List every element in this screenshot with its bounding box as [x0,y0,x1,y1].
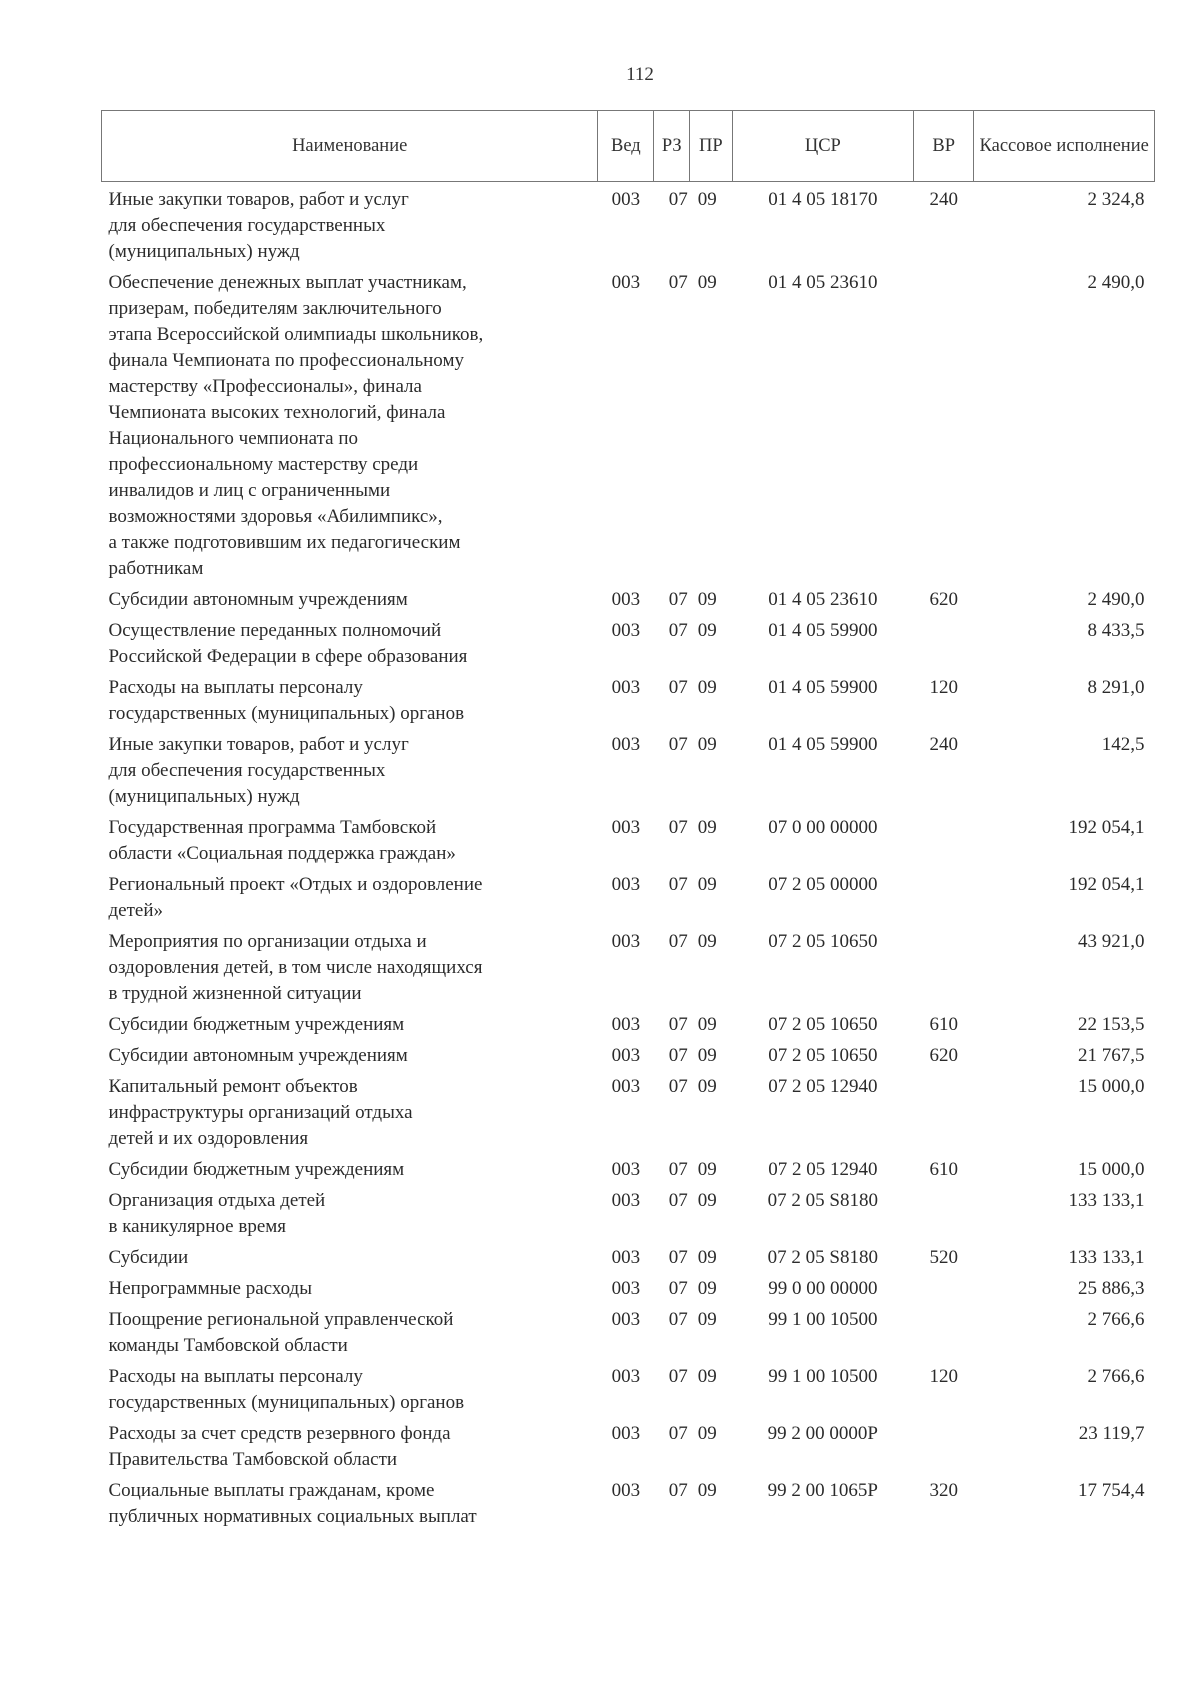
table-row [102,867,1155,924]
cell-rz: 07 [668,1159,688,1180]
header-csr: ЦСР [732,111,914,182]
cell-rz: 07 [668,817,688,838]
cell-rz: 07 [668,1366,688,1387]
table-row [102,1302,1155,1359]
table-row [102,613,1155,670]
cell-amount: 2 766,6 [1087,1309,1145,1330]
cell-vr [914,1183,974,1240]
cell-csr: 01 4 05 59900 [768,734,878,755]
cell-name: Непрограммные расходы [108,1278,312,1299]
cell-name: Расходы за счет средств резервного фонда Правительства Тамбовской области [108,1423,451,1470]
cell-name: Региональный проект «Отдых и оздоровление детей» [108,874,483,921]
cell-amount: 2 490,0 [1087,272,1145,293]
cell-csr: 99 2 00 0000Р [767,1423,878,1444]
table-row [102,582,1155,613]
table-row [102,1240,1155,1271]
cell-vr [914,1069,974,1152]
cell-rz: 07 [668,734,688,755]
cell-amount: 2 324,8 [1087,189,1145,210]
cell-rz: 07 [668,1045,688,1066]
cell-rz: 07 [668,589,688,610]
cell-ved: 003 [611,1309,641,1330]
cell-rz: 07 [668,1014,688,1035]
cell-csr: 01 4 05 18170 [768,189,878,210]
cell-vr: 520 [929,1247,958,1268]
cell-pr: 09 [697,1278,717,1299]
cell-name: Государственная программа Тамбовской области «Социальная поддержка граждан» [108,817,456,864]
header-rz: РЗ [654,111,690,182]
table-row [102,182,1155,266]
cell-csr: 07 2 05 S8180 [767,1247,878,1268]
cell-ved: 003 [611,1278,641,1299]
cell-pr: 09 [697,931,717,952]
cell-ved: 003 [611,1480,641,1501]
cell-amount: 2 490,0 [1087,589,1145,610]
cell-csr: 07 0 00 00000 [768,817,878,838]
cell-amount: 43 921,0 [1078,931,1145,952]
cell-ved: 003 [611,272,641,293]
cell-ved: 003 [611,1423,641,1444]
cell-name: Капитальный ремонт объектов инфраструктуры организаций отдыха детей и их оздоровления [108,1076,413,1149]
cell-pr: 09 [697,874,717,895]
cell-pr: 09 [697,1366,717,1387]
header-pr: ПР [690,111,732,182]
cell-pr: 09 [697,620,717,641]
cell-pr: 09 [697,817,717,838]
cell-rz: 07 [668,677,688,698]
cell-name: Расходы на выплаты персоналу государственных (муниципальных) органов [108,1366,465,1413]
cell-ved: 003 [611,1076,641,1097]
cell-vr [914,867,974,924]
table-row [102,1069,1155,1152]
cell-ved: 003 [611,1014,641,1035]
cell-name: Субсидии бюджетным учреждениям [108,1159,405,1180]
table-row [102,1152,1155,1183]
cell-ved: 003 [611,1159,641,1180]
cell-ved: 003 [611,1247,641,1268]
table-row [102,810,1155,867]
cell-csr: 01 4 05 23610 [768,272,878,293]
cell-vr: 120 [929,1366,958,1387]
cell-name: Социальные выплаты гражданам, кроме публичных нормативных социальных выплат [108,1480,477,1527]
header-vr: ВР [914,111,974,182]
cell-name: Субсидии автономным учреждениям [108,589,408,610]
cell-rz: 07 [668,1278,688,1299]
cell-name: Поощрение региональной управленческой команды Тамбовской области [108,1309,454,1356]
cell-csr: 99 1 00 10500 [768,1366,878,1387]
cell-csr: 99 1 00 10500 [768,1309,878,1330]
cell-csr: 07 2 05 10650 [768,1045,878,1066]
cell-pr: 09 [697,1045,717,1066]
cell-name: Осуществление переданных полномочий Российской Федерации в сфере образования [108,620,468,667]
cell-csr: 07 2 05 10650 [768,931,878,952]
cell-amount: 2 766,6 [1087,1366,1145,1387]
header-name: Наименование [102,111,598,182]
budget-execution-table [101,110,1155,1530]
cell-csr: 07 2 05 12940 [768,1076,878,1097]
table-row [102,1271,1155,1302]
cell-vr [914,924,974,1007]
cell-pr: 09 [697,589,717,610]
header-ved: Вед [598,111,654,182]
table-row [102,1038,1155,1069]
cell-vr: 620 [929,589,958,610]
cell-rz: 07 [668,1423,688,1444]
cell-rz: 07 [668,189,688,210]
cell-pr: 09 [697,1014,717,1035]
cell-rz: 07 [668,1076,688,1097]
cell-ved: 003 [611,620,641,641]
cell-name: Субсидии [108,1247,189,1268]
cell-pr: 09 [697,1309,717,1330]
cell-vr [914,810,974,867]
cell-amount: 15 000,0 [1078,1076,1145,1097]
cell-rz: 07 [668,931,688,952]
cell-vr: 240 [929,189,958,210]
cell-csr: 07 2 05 10650 [768,1014,878,1035]
cell-ved: 003 [611,817,641,838]
cell-pr: 09 [697,1423,717,1444]
cell-name: Организация отдыха детей в каникулярное время [108,1190,326,1237]
cell-amount: 142,5 [1101,734,1145,755]
cell-amount: 23 119,7 [1078,1423,1145,1444]
cell-rz: 07 [668,1190,688,1211]
table-header-row [102,111,1155,182]
cell-ved: 003 [611,734,641,755]
cell-vr [914,613,974,670]
cell-csr: 07 2 05 12940 [768,1159,878,1180]
table-body [102,182,1155,1531]
cell-amount: 192 054,1 [1068,817,1145,838]
cell-vr [914,1302,974,1359]
cell-amount: 133 133,1 [1068,1190,1145,1211]
cell-name: Расходы на выплаты персоналу государственных (муниципальных) органов [108,677,465,724]
cell-ved: 003 [611,1045,641,1066]
cell-vr: 120 [929,677,958,698]
cell-ved: 003 [611,1190,641,1211]
cell-rz: 07 [668,1247,688,1268]
table-row [102,1473,1155,1530]
cell-rz: 07 [668,874,688,895]
table-row [102,1416,1155,1473]
cell-amount: 133 133,1 [1068,1247,1145,1268]
cell-name: Мероприятия по организации отдыха и оздоровления детей, в том числе находящихся в трудной жизненной ситуации [108,931,483,1004]
cell-amount: 192 054,1 [1068,874,1145,895]
table-row [102,924,1155,1007]
cell-name: Субсидии бюджетным учреждениям [108,1014,405,1035]
cell-ved: 003 [611,677,641,698]
page-number: 112 [626,64,654,85]
cell-pr: 09 [697,189,717,210]
cell-vr [914,1416,974,1473]
table-row [102,670,1155,727]
cell-vr: 240 [929,734,958,755]
table-row [102,1007,1155,1038]
cell-rz: 07 [668,1309,688,1330]
cell-vr [914,1271,974,1302]
cell-ved: 003 [611,874,641,895]
cell-pr: 09 [697,734,717,755]
cell-name: Обеспечение денежных выплат участникам, призерам, победителям заключительного этапа Всероссийской олимпиады школьников, финала Чемпионата по профессиональному мастерству «Профессионалы», финала Чемпионата высоких технологий, финала Национального чемпионата по профессиональному мастерству среди инвалидов и лиц с ограниченными возможностями здоровья «Абилимпикс», а также подготовившим их педагогическим работникам [108,272,484,579]
cell-amount: 17 754,4 [1078,1480,1145,1501]
cell-amount: 8 291,0 [1087,677,1145,698]
cell-csr: 07 2 05 00000 [768,874,878,895]
cell-vr: 320 [929,1480,958,1501]
cell-pr: 09 [697,272,717,293]
cell-amount: 15 000,0 [1078,1159,1145,1180]
cell-csr: 99 0 00 00000 [768,1278,878,1299]
cell-vr [914,265,974,582]
cell-name: Иные закупки товаров, работ и услуг для обеспечения государственных (муниципальных) нужд [108,189,409,262]
cell-pr: 09 [697,1159,717,1180]
cell-pr: 09 [697,677,717,698]
cell-csr: 99 2 00 1065Р [767,1480,878,1501]
cell-pr: 09 [697,1480,717,1501]
table-row [102,265,1155,582]
cell-pr: 09 [697,1076,717,1097]
table-row [102,727,1155,810]
cell-csr: 01 4 05 59900 [768,677,878,698]
cell-amount: 22 153,5 [1078,1014,1145,1035]
cell-rz: 07 [668,272,688,293]
cell-ved: 003 [611,931,641,952]
cell-vr: 610 [929,1159,958,1180]
table-row [102,1359,1155,1416]
cell-csr: 01 4 05 23610 [768,589,878,610]
cell-csr: 07 2 05 S8180 [767,1190,878,1211]
cell-ved: 003 [611,189,641,210]
cell-vr: 610 [929,1014,958,1035]
cell-rz: 07 [668,620,688,641]
cell-name: Иные закупки товаров, работ и услуг для обеспечения государственных (муниципальных) нужд [108,734,409,807]
cell-pr: 09 [697,1247,717,1268]
cell-ved: 003 [611,589,641,610]
cell-pr: 09 [697,1190,717,1211]
table-row [102,1183,1155,1240]
cell-amount: 21 767,5 [1078,1045,1145,1066]
cell-amount: 8 433,5 [1087,620,1145,641]
cell-rz: 07 [668,1480,688,1501]
cell-amount: 25 886,3 [1078,1278,1145,1299]
cell-csr: 01 4 05 59900 [768,620,878,641]
cell-vr: 620 [929,1045,958,1066]
cell-name: Субсидии автономным учреждениям [108,1045,408,1066]
cell-ved: 003 [611,1366,641,1387]
header-amount: Кассовое исполнение [974,111,1155,182]
